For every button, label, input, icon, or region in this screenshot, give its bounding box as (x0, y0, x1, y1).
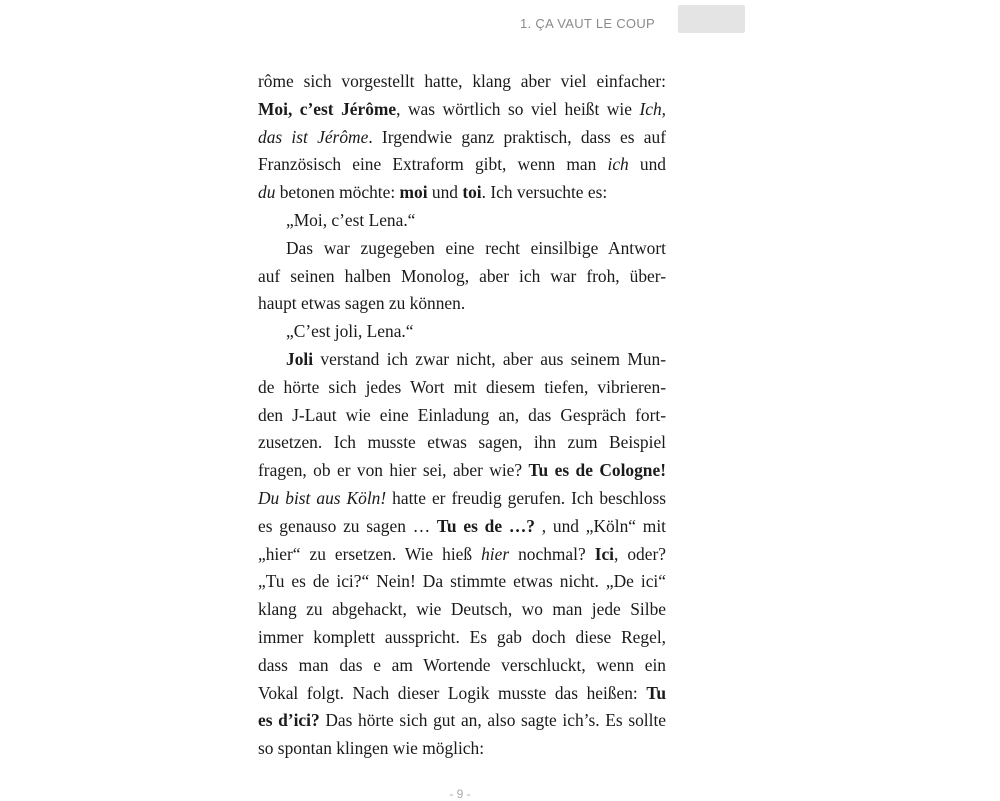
text-run: den J-Laut wie eine Einladung an, das Gespräch fort- (258, 404, 666, 425)
text-run: de hörte sich jedes Wort mit diesem tiefen, vibrieren- (258, 376, 666, 397)
text-line (258, 96, 666, 124)
text-run: hatte er freudig gerufen. Ich beschloss (386, 487, 666, 508)
text-run: Das war zugegeben eine recht einsilbige Antwort (286, 237, 666, 258)
text-run: haupt etwas sagen zu können. (258, 293, 466, 314)
text-line (258, 568, 666, 596)
text-run: . Irgendwie ganz praktisch, dass es auf (368, 126, 666, 147)
bold-phrase: Tu es de Cologne! (528, 460, 666, 481)
text-run: Französisch eine Extraform gibt, wenn man (258, 154, 608, 175)
text-line (258, 318, 666, 346)
text-line (258, 457, 666, 485)
text-run: nochmal? (509, 543, 595, 564)
bold-phrase: Tu es de …? (436, 515, 535, 536)
running-header-chapter-title: 1. ÇA VAUT LE COUP (520, 16, 655, 31)
text-run: , was wörtlich so viel heißt wie (396, 98, 640, 119)
bold-phrase: Ici (594, 543, 615, 564)
text-run: „Moi, c’est Lena.“ (286, 209, 416, 230)
text-line (258, 207, 666, 235)
text-line (258, 68, 666, 96)
text-run: so spontan klingen wie möglich: (258, 738, 485, 759)
bold-phrase: Joli (286, 348, 314, 369)
text-run: . Ich versuchte es: (481, 182, 608, 203)
body-text (258, 68, 666, 763)
header-tab-marker (678, 5, 745, 33)
text-line (258, 735, 666, 763)
text-line (258, 124, 666, 152)
text-run: „Tu es de ici?“ Nein! Da stimmte etwas nicht. „De ici“ (258, 571, 666, 592)
bold-phrase: es d’ici? (258, 710, 320, 731)
text-line (258, 707, 666, 735)
text-run: immer komplett ausspricht. Es gab doch diese Regel, (258, 626, 666, 647)
text-run: dass man das e am Wortende verschluckt, wenn ein (258, 654, 666, 675)
bold-phrase: moi (399, 182, 428, 203)
italic-phrase: du (258, 182, 276, 203)
text-line (258, 290, 666, 318)
text-line (258, 263, 666, 291)
text-line (258, 680, 666, 708)
italic-phrase: das ist Jérôme (258, 126, 369, 147)
page-number: - 9 - (449, 787, 471, 801)
text-run: rôme sich vorgestellt hatte, klang aber viel einfacher: (258, 71, 666, 91)
text-run: „hier“ zu ersetzen. Wie hieß (258, 543, 482, 564)
text-run: Vokal folgt. Nach dieser Logik musste das heißen: (258, 682, 647, 703)
text-run: und (628, 154, 666, 175)
italic-phrase: hier (481, 543, 510, 564)
text-line (258, 235, 666, 263)
text-run: klang zu abgehackt, wie Deutsch, wo man jede Silbe (258, 599, 666, 620)
text-line (258, 346, 666, 374)
text-line (258, 652, 666, 680)
text-line (258, 151, 666, 179)
text-line (258, 513, 666, 541)
text-run: auf seinen halben Monolog, aber ich war froh, über- (258, 265, 666, 286)
bold-phrase: Tu (646, 682, 666, 703)
text-line (258, 429, 666, 457)
text-run: betonen möchte: (275, 182, 400, 203)
text-line (258, 596, 666, 624)
text-run: , oder? (614, 543, 666, 564)
text-line (258, 624, 666, 652)
bold-phrase: Moi, c’est Jérôme (258, 98, 397, 119)
text-run: zusetzen. Ich musste etwas sagen, ihn zum Beispiel (258, 432, 666, 453)
text-line (258, 485, 666, 513)
text-line (258, 374, 666, 402)
italic-phrase: Ich, (639, 98, 666, 119)
text-run: es genauso zu sagen … (258, 515, 437, 536)
text-run: verstand ich zwar nicht, aber aus seinem Mun- (313, 348, 666, 369)
text-line (258, 402, 666, 430)
text-run: und (427, 182, 463, 203)
bold-phrase: toi (462, 182, 482, 203)
text-line (258, 179, 666, 207)
text-run: , und „Köln“ mit (534, 515, 666, 536)
text-run: Das hörte sich gut an, also sagte ich’s. Es sollte (319, 710, 666, 731)
italic-phrase: ich (607, 154, 629, 175)
text-line (258, 541, 666, 569)
italic-phrase: Du bist aus Köln! (258, 487, 387, 508)
text-run: „C’est joli, Lena.“ (286, 321, 414, 342)
text-run: fragen, ob er von hier sei, aber wie? (258, 460, 529, 481)
